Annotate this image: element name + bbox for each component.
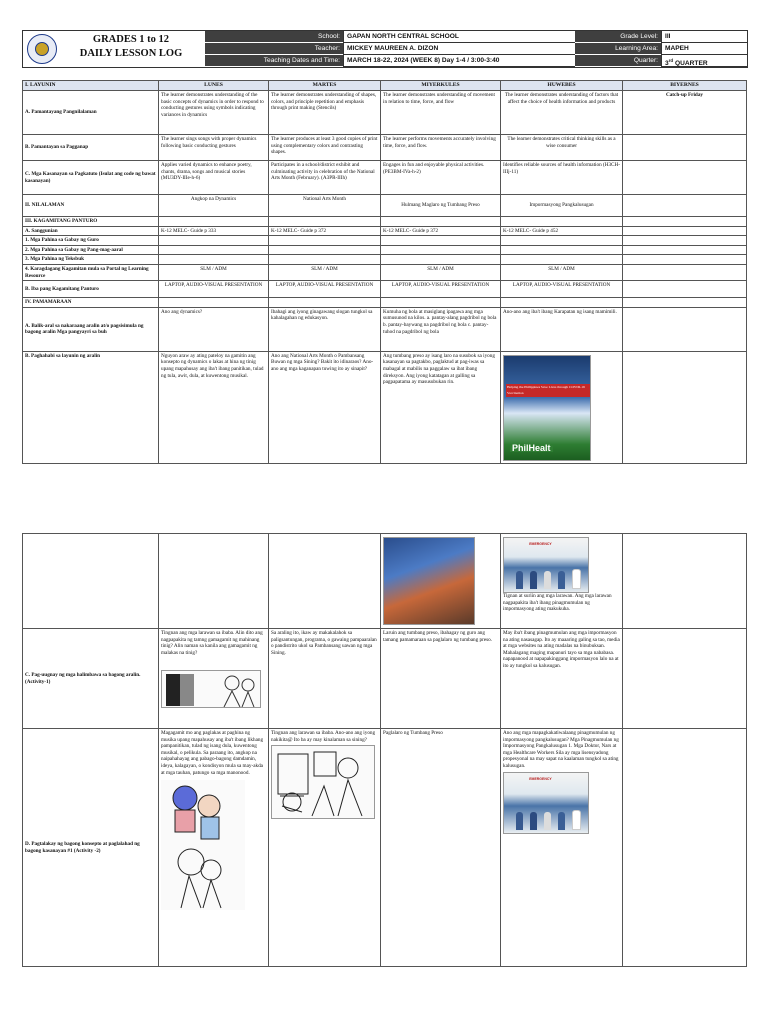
row-label-sanggunian: A. Sanggunian — [23, 226, 159, 236]
cell: K-12 MELC- Guide p 333 — [159, 226, 269, 236]
section-nilalaman: II. NILALAMAN — [23, 195, 159, 217]
cell — [159, 236, 269, 246]
cell: Kumuha ng bola at masiglang ipagawa ang mga sumusunod na kilos. a. pantay-alang pagdribol ng bola b. pantay-baywang na pagdribol ng bola c. pantay-tuhod na pagdribol ng bola — [381, 307, 501, 351]
cell — [381, 217, 501, 227]
cell-with-image — [159, 629, 269, 729]
cell-with-photo — [501, 729, 623, 967]
row-label-iba-pang: B. Iba pang Kagamitang Panturo — [23, 281, 159, 298]
quarter-value: 3rd QUARTER — [661, 55, 747, 67]
cell: The learner demonstrates understanding of shapes, colors, and principle repetition and emphasis through print making (Stencils) — [269, 91, 381, 135]
cell: LAPTOP, AUDIO-VISUAL PRESENTATION — [159, 281, 269, 298]
cell — [269, 534, 381, 629]
cell — [381, 255, 501, 265]
section-layunin: I. LAYUNIN — [23, 81, 159, 91]
philhealth-vaccination-photo — [503, 355, 591, 461]
title-line-1: GRADES 1 to 12 — [92, 34, 170, 45]
row-label-gabay-mag-aaral: 2. Mga Pahina sa Gabay ng Pang-mag-aaral — [23, 245, 159, 255]
cell-with-photo — [501, 534, 623, 629]
lesson-table-top — [22, 80, 747, 464]
cell-text: Ano ang mga mapagkakatiwalaang pinagmumulan ng impormasyong pangkalusugan? Mga Pinagmumulan ng Impormasyong Pangkalusugan 1. Mga Doktor, Nars at mga Healthcare Workers Sila ay mga lisensyadong propesyonal na may sapat na kaalaman tungkol sa ating kalusugan. — [503, 730, 619, 769]
cell: The learner produces at least 3 good copies of print using complementary colors and contrasting shapes. — [269, 135, 381, 161]
cell — [623, 264, 747, 280]
cell — [623, 236, 747, 246]
cell — [381, 236, 501, 246]
cell-text: Tingnan ang larawan sa ibaba. Ano-ano ang iyong nakikita@ Ito ba ay may kinalaman sa sining? — [271, 730, 376, 743]
cell — [623, 298, 747, 308]
deped-seal-icon — [27, 34, 57, 64]
area-value: MAPEH — [661, 43, 747, 55]
cell: LAPTOP, AUDIO-VISUAL PRESENTATION — [501, 281, 623, 298]
school-value: GAPAN NORTH CENTRAL SCHOOL — [343, 31, 575, 43]
cell: The learner demonstrates understanding of factors that affect the choice of health information and products — [501, 91, 623, 135]
cell — [269, 217, 381, 227]
cell — [159, 255, 269, 265]
cell — [269, 255, 381, 265]
cell: Identifies reliable sources of health information (H3CH-IIIj-11) — [501, 161, 623, 195]
cell: SLM / ADM — [159, 264, 269, 280]
cell: Ang tumbang preso ay isang laro na susubok sa iyong kasanayan sa pagtakbo, paglaktud at pag-iwas sa mabagal at mabilis na paggalaw sa ibat ibang direksyon. Ang iyong katatagan at galling sa pagpapatama ay masusubukan rin. — [381, 351, 501, 463]
cell — [623, 195, 747, 217]
cell-with-art — [381, 534, 501, 629]
cell — [501, 255, 623, 265]
cell — [269, 245, 381, 255]
cell — [159, 245, 269, 255]
healthcare-workers-photo — [503, 772, 589, 834]
grade-value: III — [661, 31, 747, 43]
row-label-pamantayang: A. Pamantayang Pangnilalaman — [23, 91, 159, 135]
col-huwebes: HUWEBES — [501, 81, 623, 91]
cell — [623, 629, 747, 729]
cell: The learner performs movements accurately involving time, force, and flow. — [381, 135, 501, 161]
cell: Hulmang Maglaro ng Tumbang Preso — [381, 195, 501, 217]
col-miyerkules: MIYERKULES — [381, 81, 501, 91]
row-label-teksbuk: 3. Mga Pahina ng Teksbuk — [23, 255, 159, 265]
emergency-sign-text: EMERGENCY — [529, 776, 552, 781]
cell: SLM / ADM — [269, 264, 381, 280]
cell-with-image — [269, 729, 381, 967]
cell — [269, 298, 381, 308]
cell — [381, 245, 501, 255]
cell: Impormasyong Pangkalusugan — [501, 195, 623, 217]
sketch-svg — [162, 671, 261, 708]
healthcare-workers-photo — [503, 537, 589, 593]
cell — [159, 217, 269, 227]
grade-label: Grade Level: — [575, 31, 661, 43]
row-label-pag-uugnay: C. Pag-uugnay ng mga halimbawa sa bagong aralin. (Activity-1) — [23, 629, 159, 729]
dates-label: Teaching Dates and Time: — [205, 55, 343, 67]
cell-with-photo — [501, 351, 623, 463]
cell-text: Tingnan ang mga larawan sa ibaba. Alin dito ang nagpapakita ng tamng gamagamit ng mahinang tinig? Alin naman sa kanila ang gamagamit ng malakas na tinig? — [161, 630, 263, 656]
col-martes: MARTES — [269, 81, 381, 91]
cell: Ano ang dynamics? — [159, 307, 269, 351]
cell — [623, 351, 747, 463]
cell-with-image — [159, 729, 269, 967]
col-lunes: LUNES — [159, 81, 269, 91]
cell — [159, 534, 269, 629]
cell — [623, 226, 747, 236]
cell — [381, 298, 501, 308]
cell: The learner demonstrates critical thinking skills as a wise consumer — [501, 135, 623, 161]
cell: SLM / ADM — [501, 264, 623, 280]
dates-value: MARCH 18-22, 2024 (WEEK 8) Day 1-4 / 3:00-3:40 — [343, 55, 575, 67]
row-label-pagganap: B. Pamantayan sa Pagganap — [23, 135, 159, 161]
col-biyernes: BIYERNES — [623, 81, 747, 91]
cell — [623, 729, 747, 967]
cell — [269, 236, 381, 246]
quarter-label: Quarter: — [575, 55, 661, 67]
cell — [501, 298, 623, 308]
loud-soft-voice-illustration — [161, 670, 261, 708]
cell: K-12 MELC- Guide p 372 — [269, 226, 381, 236]
cell — [623, 217, 747, 227]
area-label: Learning Area: — [575, 43, 661, 55]
cell: Nguyon araw ay ating pateloy na gamitin ang konsepto ng dynamics o lakas at hina ng tinig upang mapahusay ang iba't ibang panitikan, tulad ng tula, awit, dula, at kuwentong musikal. — [159, 351, 269, 463]
header — [22, 30, 748, 68]
lesson-table-bottom — [22, 533, 747, 967]
header-info — [205, 31, 747, 67]
cell: K-12 MELC- Guide p 372 — [381, 226, 501, 236]
school-label: School: — [205, 31, 343, 43]
cell: Ano-ano ang iba't ibang Karapatan ng isang mamimili. — [501, 307, 623, 351]
children-singing-illustration — [161, 780, 245, 910]
friday-cell: Catch-up Friday — [623, 91, 747, 135]
cell: Sa araling ito, ikaw ay makakalahok sa paligsantungan, programa, o gawaing pampaaralan o pandistrito ukol sa Pambansang uawan ng mga Sining. — [269, 629, 381, 729]
cell: Ano ang National Arts Month o Pambansang Buwan ng mga Sining? Bakit ito idinaraos? Ano-ano ang mga kaganapan tuwing ito ay sinapit? — [269, 351, 381, 463]
emergency-sign-text: EMERGENCY — [529, 542, 552, 546]
cell: National Arts Month — [269, 195, 381, 217]
cell — [23, 534, 159, 629]
title-line-2: DAILY LESSON LOG — [79, 48, 183, 59]
cell — [623, 307, 747, 351]
cell: Participates in a school/district exhibit and culminating activity in celebration of the National Arts Month (February). (A3PR-IIIh) — [269, 161, 381, 195]
cell: SLM / ADM — [381, 264, 501, 280]
cell — [501, 245, 623, 255]
art-activity-sketch — [271, 745, 375, 819]
row-label-balik-aral: A. Balik-aral sa nakaraang aralin at/o pagsisimula ng bagong aralin Mga pangyayri sa buh — [23, 307, 159, 351]
cell: Angkop na Dynamics — [159, 195, 269, 217]
cell — [501, 236, 623, 246]
cell — [623, 245, 747, 255]
cell: The learner sings songs with proper dynamics following basic conducting gestures — [159, 135, 269, 161]
cell: Engages in fun and enjoyable physical activities. (PE3BM-IVa-h-2) — [381, 161, 501, 195]
row-label-gabay-guro: 1. Mga Pahina sa Gabay ng Guro — [23, 236, 159, 246]
cell: The learner demonstrates understanding of the basic concepts of dynamics in order to respond to conducting gestures using symbols indicating variances in dynamics — [159, 91, 269, 135]
cell — [159, 298, 269, 308]
cell: May iba't ibang pinagmumulan ang mga impormasyon na ating nasasagap. Ito ay maaaring galing sa tao, media at mga websites na ating madalas na binubuksan. Mahalagang maging mapanuri tayo sa mga nababasa. napapanood at napapakinggang impormasyon lalo na at ito ay tungkol sa kalusugan. — [501, 629, 623, 729]
cell — [623, 135, 747, 161]
cell: Applies varied dynamics to enhance poetry, chants, drama, songs and musical stories (MU3DY-IIIe-h-6) — [159, 161, 269, 195]
cell: Ibahagi ang iyong ginagawang slogan tungkol sa kahalagahan ng edukasyon. — [269, 307, 381, 351]
photo-caption: Tignan at suriin ang mga larawan. Ang mga larawan nagpapakita iba't ibang pinagmumulan ng impormasyong ating makukuha. — [503, 593, 612, 613]
teacher-label: Teacher: — [205, 43, 343, 55]
cell-text: Magagamit mo ang paglakas at paghina ng musika upang mapahusay ang iba't ibang likhang pampanitikan, tulad ng isang dula, kuwentong musikal, o pelikula. Sa paraang ito, angkop na naipahahayag ang pabago-bagong damdamin, ideya, kalagayan, o kondisyon mula sa may-akda at mga tauhan, patungo sa mga manonood. — [161, 730, 264, 776]
cell — [623, 534, 747, 629]
photo-caption: Helping the Philippines Save Lives through COVID-19 Vaccination — [506, 384, 590, 397]
street-play-artwork — [383, 537, 475, 625]
sketch-svg — [272, 746, 375, 819]
cell — [623, 281, 747, 298]
cell — [623, 255, 747, 265]
photo-logo-text: PhilHealt — [512, 443, 551, 454]
cell: K-12 MELC- Guide p 452 — [501, 226, 623, 236]
section-pamamaraan: IV. PAMAMARAAN — [23, 298, 159, 308]
document-title — [59, 33, 203, 61]
cell — [501, 217, 623, 227]
sketch-svg — [161, 780, 245, 910]
row-label-portal: 4. Karagdagang Kagamitan mula sa Portal ng Learning Resource — [23, 264, 159, 280]
section-kagamitan: III. KAGAMITANG PANTURO — [23, 217, 159, 227]
cell — [623, 161, 747, 195]
row-label-pagtalakay: D. Pagtalakay ng bagong konsepto at paglalahad ng bagong kasanayan #1 (Activity -2) — [23, 729, 159, 967]
cell: LAPTOP, AUDIO-VISUAL PRESENTATION — [381, 281, 501, 298]
teacher-value: MICKEY MAUREEN A. DIZON — [343, 43, 575, 55]
row-label-kasanayan: C. Mga Kasanayan sa Pagkatuto (Isulat ang code ng bawat kasanayan) — [23, 161, 159, 195]
cell: Paglalaro ng Tumbang Preso — [381, 729, 501, 967]
row-label-paghahabi: B. Paghahabi sa layunin ng aralin — [23, 351, 159, 463]
cell: Laruin ang tumbang preso, ibahagay ng guro ang tamang pamamaraan sa paglalaro ng tumbang preso. — [381, 629, 501, 729]
cell: LAPTOP, AUDIO-VISUAL PRESENTATION — [269, 281, 381, 298]
cell: The learner demonstrates understanding of movement in relation to time, force, and flow — [381, 91, 501, 135]
